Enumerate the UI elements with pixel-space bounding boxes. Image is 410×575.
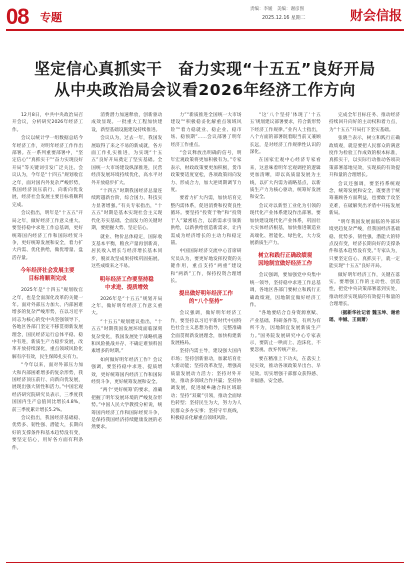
paragraph: 力”“新质推进全国统一大市场建设”“积极稳妥化解重点领域风险”“着力稳就业、稳企业、稳市场、稳预期”……会议部署了明年经济工作重点。 (170, 113, 242, 148)
subheading (171, 290, 242, 306)
paragraph: 完成全年目标任务、推动经济持续回升向好的主动权和着力点，为“十五五”开局打下坚实基础。 (329, 113, 400, 133)
masthead-logo: 财会信报 (349, 9, 402, 24)
section-title: 专题 (40, 11, 62, 24)
paragraph: 要在精准上下功夫，在落实上见实效，推动各项政策早出台、早见效。切实增强干部群众获得感、幸福感、安全感。 (249, 356, 321, 384)
byline: （据新华社记者 魏玉坤、谢希瑶、申铖、王雨萧） (329, 310, 400, 323)
editor-credits: 责编：李媛 美编：谢彦图 (250, 7, 304, 12)
subheading-line: 目标将顺利完成 (28, 276, 67, 283)
paragraph: 做好明年经济工作，关键在落实。要增强工作的主动性、创造性，把党中央决策部署落到实处，推动经济实现质的有效提升和量的合理增长。 (329, 272, 400, 308)
paragraph: 在国家宏观中心经济专家看来，这意味着明年宏观调控的逻辑更加清晰，即以高质量发展为主线，以扩大内需为战略基点，以新质生产力为核心驱动，统筹好发展和安全。 (249, 158, 321, 201)
headline-sub: 从中央政治局会议看2026年经济工作方向 (54, 81, 356, 99)
paragraph: 张晓兰表示，树立和践行正确政绩观，就是要把人民群众的满意度作为检验工作成效的根本标准，真抓实干，以实际行动推动各项决策部署落地见效，实现质的有效提升和量的合理增长。 (329, 136, 400, 179)
paragraph: 12月8日，中共中央政治局召开会议，分析研究2026年经济工作。 (12, 113, 83, 133)
header-divider (6, 29, 404, 31)
paragraph: 消费潜力加速释放，创新驱动成效显现。一批重大工程加快建设，新型基础设施建设持续推进。 (91, 113, 163, 133)
issue-date: 2025.12.16 星期二 (262, 16, 306, 21)
paragraph: 就业、物价总体稳定，国际收支基本平衡，粮食产量再创新高，居民收入增长与经济增长基本同步，脱贫攻坚成果持续巩固拓展。这些成绩来之不易。 (91, 234, 163, 270)
paragraph: 会议指出，我国经济基础稳、优势多、韧性强、潜能大，长期向好的支撑条件和基本趋势没有变，要坚定信心，用好各方面有利条件。 (12, 416, 83, 451)
subheading (12, 267, 83, 283)
article-column (12, 112, 83, 552)
paragraph: “这‘八个坚持’体现了‘十五五’规划建议部署要求，符合新形势下经济工作规律。”业内人士指出，八个方面的部署既着眼当前又兼顾长远，是对经济工作规律性认识的深化。 (249, 113, 321, 156)
paragraph: 会议认为，过去一年，我国发展取得了来之不易的新成就，各方面工作扎实推进，为实现“十五五”良好开局奠定了坚实基础。全国统一大市场建设纵深推进，民营经济发展环境持续优化，高水平对外开放稳步扩大。 (91, 136, 163, 186)
paragraph: 会议强调，要加强党中央集中统一领导，坚持稳中求进工作总基调，各地区各部门要树立和践行正确政绩观，因地制宜做好经济工作。 (249, 273, 321, 308)
paragraph: “会议释放出明确的信号，明年宏观政策将更加积极有为。”专家表示，财政政策要更加积极，货币政策要适度宽松，各项政策同向发力、形成合力，加大逆周期调节力度。 (170, 151, 242, 194)
paragraph: “十四五”时期我国经济总量连续跨越新台阶，综合国力、科技实力显著增强。”有关专家指出，“十五五”时期是基本实现社会主义现代化夯实基础、全面发力的关键时期，要把握大势、坚定信心。 (91, 189, 163, 232)
page-number: 08 (6, 4, 29, 29)
paragraph: “十五五”规划建议指出，“十五五”时期我国发展环境面临深刻复杂变化，我国发展处于战略机遇和风险挑战并存、不确定难预料因素增多的时期。” (91, 319, 163, 355)
paragraph: 中国国际经济交流中心首席研究员认为，要更好地发挥投资的关键作用，重点支持“两重”建设和“两新”工作，保持投资合理增长。 (170, 249, 242, 284)
footer-divider (6, 562, 404, 563)
article-column (250, 112, 321, 552)
article-column (171, 112, 242, 552)
paragraph: 要着力扩大内需，加快培育完整内需体系，促进消费和投资良性循环。要坚持“投资于物”和“投资于人”紧密结合，以新需求引领新供给，以新供给创造新需求，让内需成为经济增长的主动力和稳定锚。 (170, 196, 242, 246)
paragraph: 会议强调，做好明年经济工作，要坚持以习近平新时代中国特色社会主义思想为指导，完整准确全面贯彻新发展理念，加快构建新发展格局。 (170, 311, 242, 346)
subheading-line: 树立和践行正确政绩观 (258, 253, 313, 260)
subheading (91, 276, 162, 292)
paragraph: 会议还强调，要坚持系统观念，统筹发展和安全，既要善于统筹兼顾各方面利益，也要敢于攻坚克难，在破解突出矛盾中开拓发展新局。 (329, 181, 400, 217)
paragraph: “各地要结合自身资源禀赋、产业基础、科研条件等，有所为有所不为，因地制宜发展新质生产力。”国务院发展研究中心专家表示，要防止一哄而上、泡沫化，不要忽视、放弃传统产业。 (249, 311, 321, 354)
subheading-line: 中求进、提质增效 (105, 284, 149, 291)
paragraph: “今年以来，面对外部压力加大和内部困难增多的复杂形势，我国经济顶压前行、向新向优发展，展现出强大韧性和活力。”中国宏观经济研究院研究员表示，三季度我国国内生产总值同比增长4.8%，前三季度累计增长5.2%。 (12, 363, 83, 413)
paragraph: 坚持内需主导，建设强大国内市场；坚持创新驱动，加紧培育壮大新动能；坚持改革攻坚，增强高质量发展动力活力；坚持对外开放，推动多领域合作共赢；坚持协调发展，促进城乡融合和区域联动；坚持“双碳”引领，推动全面绿色转型；坚持民生为大，努力为人民群众多办实事；坚持守牢底线，积极稳妥化解重点领域风险。 (170, 349, 242, 422)
paragraph: 如何做好明年经济工作？会议强调，要坚持稳中求进、提质增效，更好统筹国内经济工作和国际经贸斗争，更好统筹发展和安全。 (91, 357, 163, 385)
paragraph: 会议以统计学一组数据总结今年经济工作，对明年经济工作作出部署。在一系列重要部署中，“坚定信心”“真抓实干”“奋力实现良好开局”等关键词引发广泛关注。会议认为，今年是“十四五”规划收官之年，面对国内外复杂严峻形势，我国经济顶压前行、向新向优发展，经济社会发展主要目标将顺利完成。 (12, 136, 83, 208)
subheading-line: 提出做好明年经济工作 (179, 291, 233, 298)
article-column (91, 112, 162, 552)
article-column (329, 112, 400, 552)
paragraph: 2026年是“十五五”规划开局之年。做好明年经济工作意义重大。 (91, 296, 163, 317)
subheading-line: 的“八个坚持” (188, 299, 224, 306)
subheading-line: 因地制宜做好经济工作 (258, 261, 313, 268)
subheading-line: 明年经济工作要坚持稳 (99, 276, 154, 283)
paragraph: 会议指出，明年是“十五五”开局之年，做好经济工作意义重大。要坚持稳中求进工作总基调，更好统筹国内经济工作和国际经贸斗争，更好统筹发展和安全，着力扩大内需、优化供给，做优增量、盘活存量。 (12, 211, 83, 261)
article-body (12, 112, 400, 552)
page-header (0, 0, 410, 30)
headline-main: 坚定信心真抓实干 奋力实现“十五五”良好开局 (34, 60, 376, 78)
paragraph: 会议对以新型工业化为引领的现代化产业体系建设作出部署。要加快建设现代化产业体系，巩固壮大实体经济根基，加快推进制造业高端化、智能化、绿色化，大力发展新质生产力。 (249, 203, 321, 246)
paragraph: “明年我国发展面临的外部环境更趋复杂严峻，但我国经济基础稳、优势多、韧性强、潜能大的特点没有变，经济长期向好的支撑条件和基本趋势没有变。”专家认为，只要坚定信心、真抓实干，就一定能实现“十五五”良好开局。 (329, 219, 400, 270)
subheading-line: 今年经济社会发展主要 (20, 268, 75, 275)
paragraph: 2025年是“十四五”规划收官之年，也是全面深化改革的关键一年。面对外部压力加大、内部困难增多的复杂严峻形势，在以习近平同志为核心的党中央坚强领导下，各地区各部门坚定不移贯彻新发展理念，国民经济运行总体平稳、稳中有进，新质生产力稳步发展，改革开放持续深化，重点领域风险化解有序有效，民生保障扎实有力。 (12, 288, 83, 360)
paragraph: “两个‘更好统筹’的要求，准确把握了明年发展环境的严峻复杂形势。”中国人民大学教授分析说，统筹国内经济工作和国际经贸斗争，是保持我国经济持续健康发展的必然要求。 (91, 388, 163, 431)
subheading (250, 252, 321, 268)
